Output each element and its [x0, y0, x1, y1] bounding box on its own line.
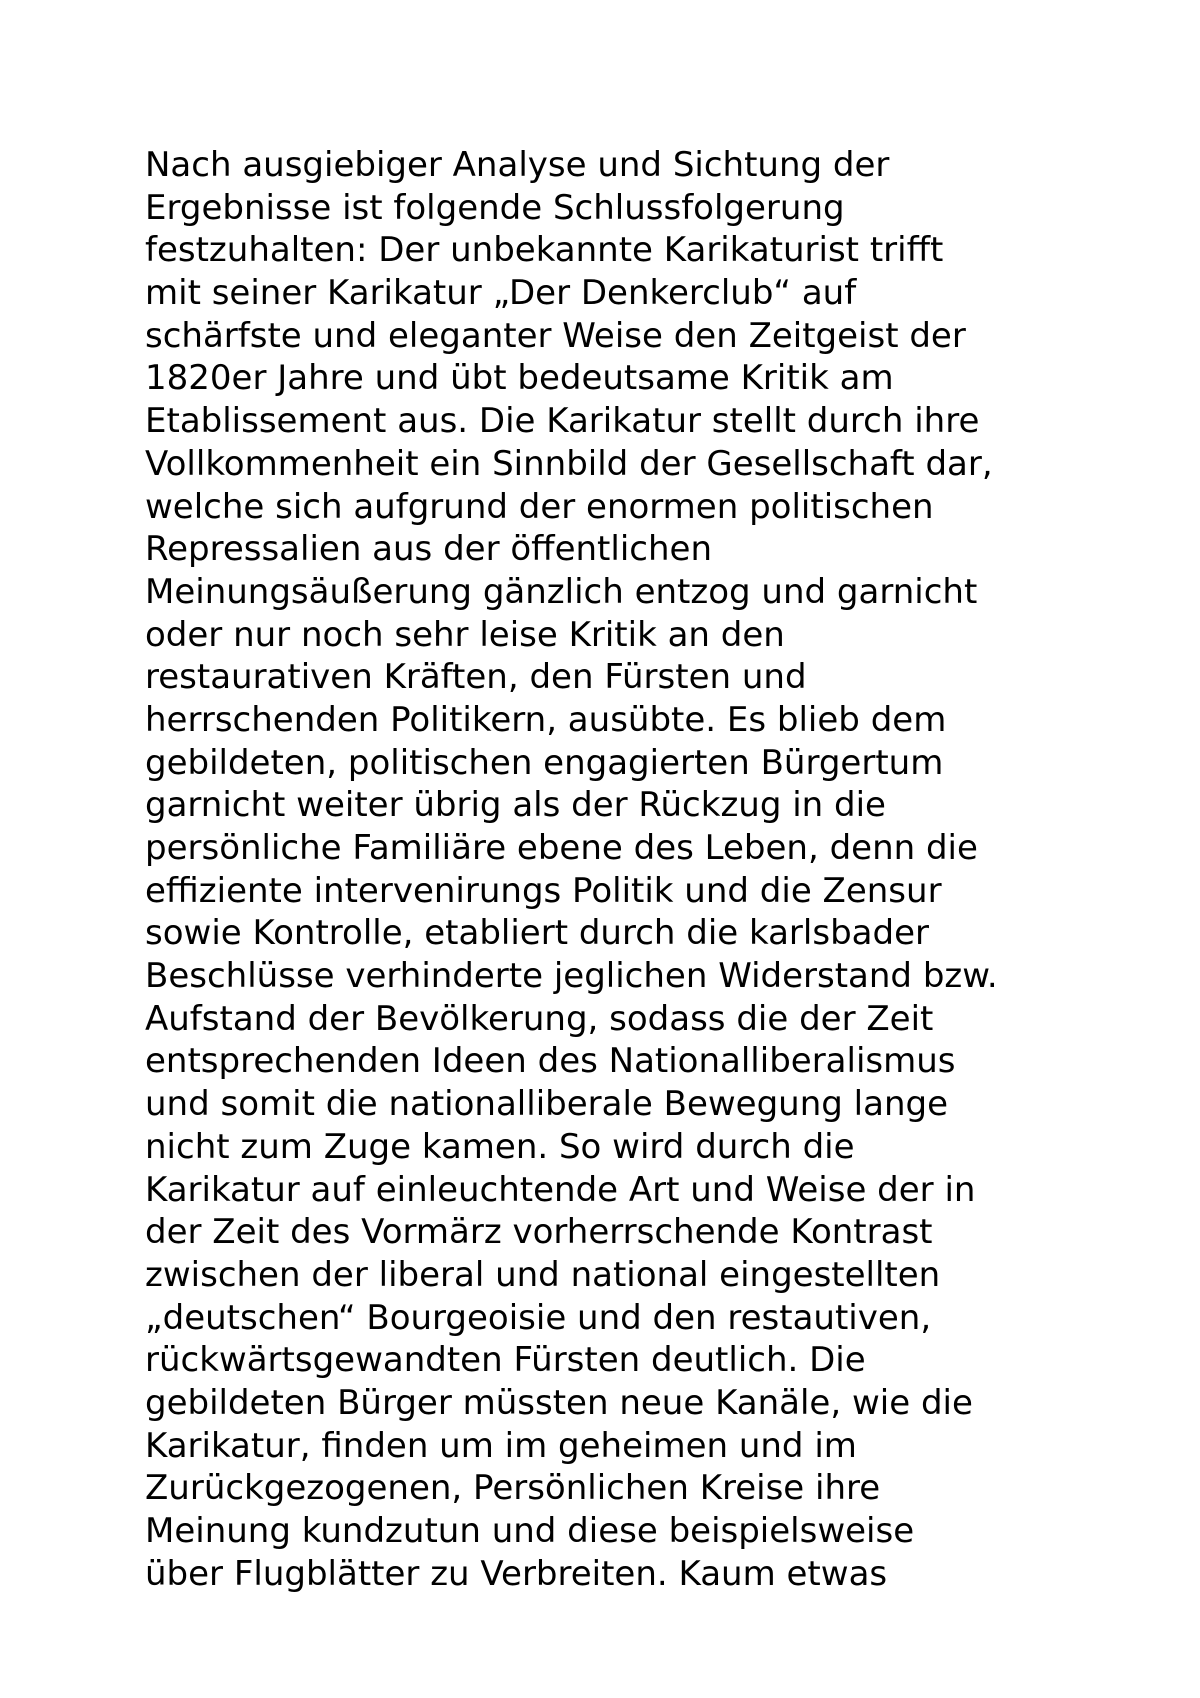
- text-line: der Zeit des Vormärz vorherrschende Kontrast: [145, 1212, 933, 1253]
- text-line: „deutschen“ Bourgeoisie und den restautiven,: [145, 1297, 932, 1338]
- text-line: Beschlüsse verhinderte jeglichen Widerstand bzw.: [145, 956, 998, 997]
- body-paragraph: [145, 144, 1155, 1595]
- text-line: oder nur noch sehr leise Kritik an den: [145, 614, 785, 655]
- text-line: 1820er Jahre und übt bedeutsame Kritik am: [145, 358, 894, 399]
- text-line: Ergebnisse ist folgende Schlussfolgerung: [145, 187, 845, 228]
- text-line: effiziente intervenirungs Politik und die Zensur: [145, 870, 942, 911]
- text-line: gebildeten, politischen engagierten Bürgertum: [145, 742, 944, 783]
- text-line: restaurativen Kräften, den Fürsten und: [145, 657, 807, 698]
- text-line: persönliche Familiäre ebene des Leben, denn die: [145, 828, 978, 868]
- text-line: rückwärtsgewandten Fürsten deutlich. Die: [145, 1340, 866, 1381]
- text-line: zwischen der liberal und national eingestellten: [145, 1254, 941, 1295]
- text-line: festzuhalten: Der unbekannte Karikaturist trifft: [145, 230, 944, 271]
- text-line: entsprechenden Ideen des Nationalliberalismus: [145, 1041, 956, 1082]
- text-line: Vollkommenheit ein Sinnbild der Gesellschaft dar,: [145, 443, 993, 484]
- text-line: Karikatur auf einleuchtende Art und Weise der in: [145, 1169, 976, 1210]
- text-line: über Flugblätter zu Verbreiten. Kaum etwas: [145, 1553, 888, 1594]
- text-line: welche sich aufgrund der enormen politischen: [145, 486, 934, 527]
- text-line: sowie Kontrolle, etabliert durch die karlsbader: [145, 913, 929, 954]
- text-line: Nach ausgiebiger Analyse und Sichtung der: [145, 145, 890, 185]
- text-line: Zurückgezogenen, Persönlichen Kreise ihre: [145, 1468, 881, 1509]
- text-line: Aufstand der Bevölkerung, sodass die der Zeit: [145, 998, 934, 1039]
- text-line: Karikatur, finden um im geheimen und im: [145, 1425, 857, 1466]
- text-line: und somit die nationalliberale Bewegung lange: [145, 1084, 949, 1125]
- text-line: Repressalien aus der öffentlichen: [145, 529, 712, 570]
- text-line: herrschenden Politikern, ausübte. Es blieb dem: [145, 699, 947, 740]
- text-line: schärfste und eleganter Weise den Zeitgeist der: [145, 315, 966, 356]
- text-line: Meinungsäußerung gänzlich entzog und garnicht: [145, 571, 978, 612]
- text-line: Meinung kundzutun und diese beispielsweise: [145, 1511, 915, 1551]
- text-line: garnicht weiter übrig als der Rückzug in die: [145, 785, 886, 826]
- text-line: Etablissement aus. Die Karikatur stellt durch ihre: [145, 401, 980, 442]
- text-line: gebildeten Bürger müssten neue Kanäle, wie die: [145, 1382, 973, 1423]
- text-line: mit seiner Karikatur „Der Denkerclub“ auf: [145, 273, 857, 314]
- text-line: nicht zum Zuge kamen. So wird durch die: [145, 1126, 855, 1167]
